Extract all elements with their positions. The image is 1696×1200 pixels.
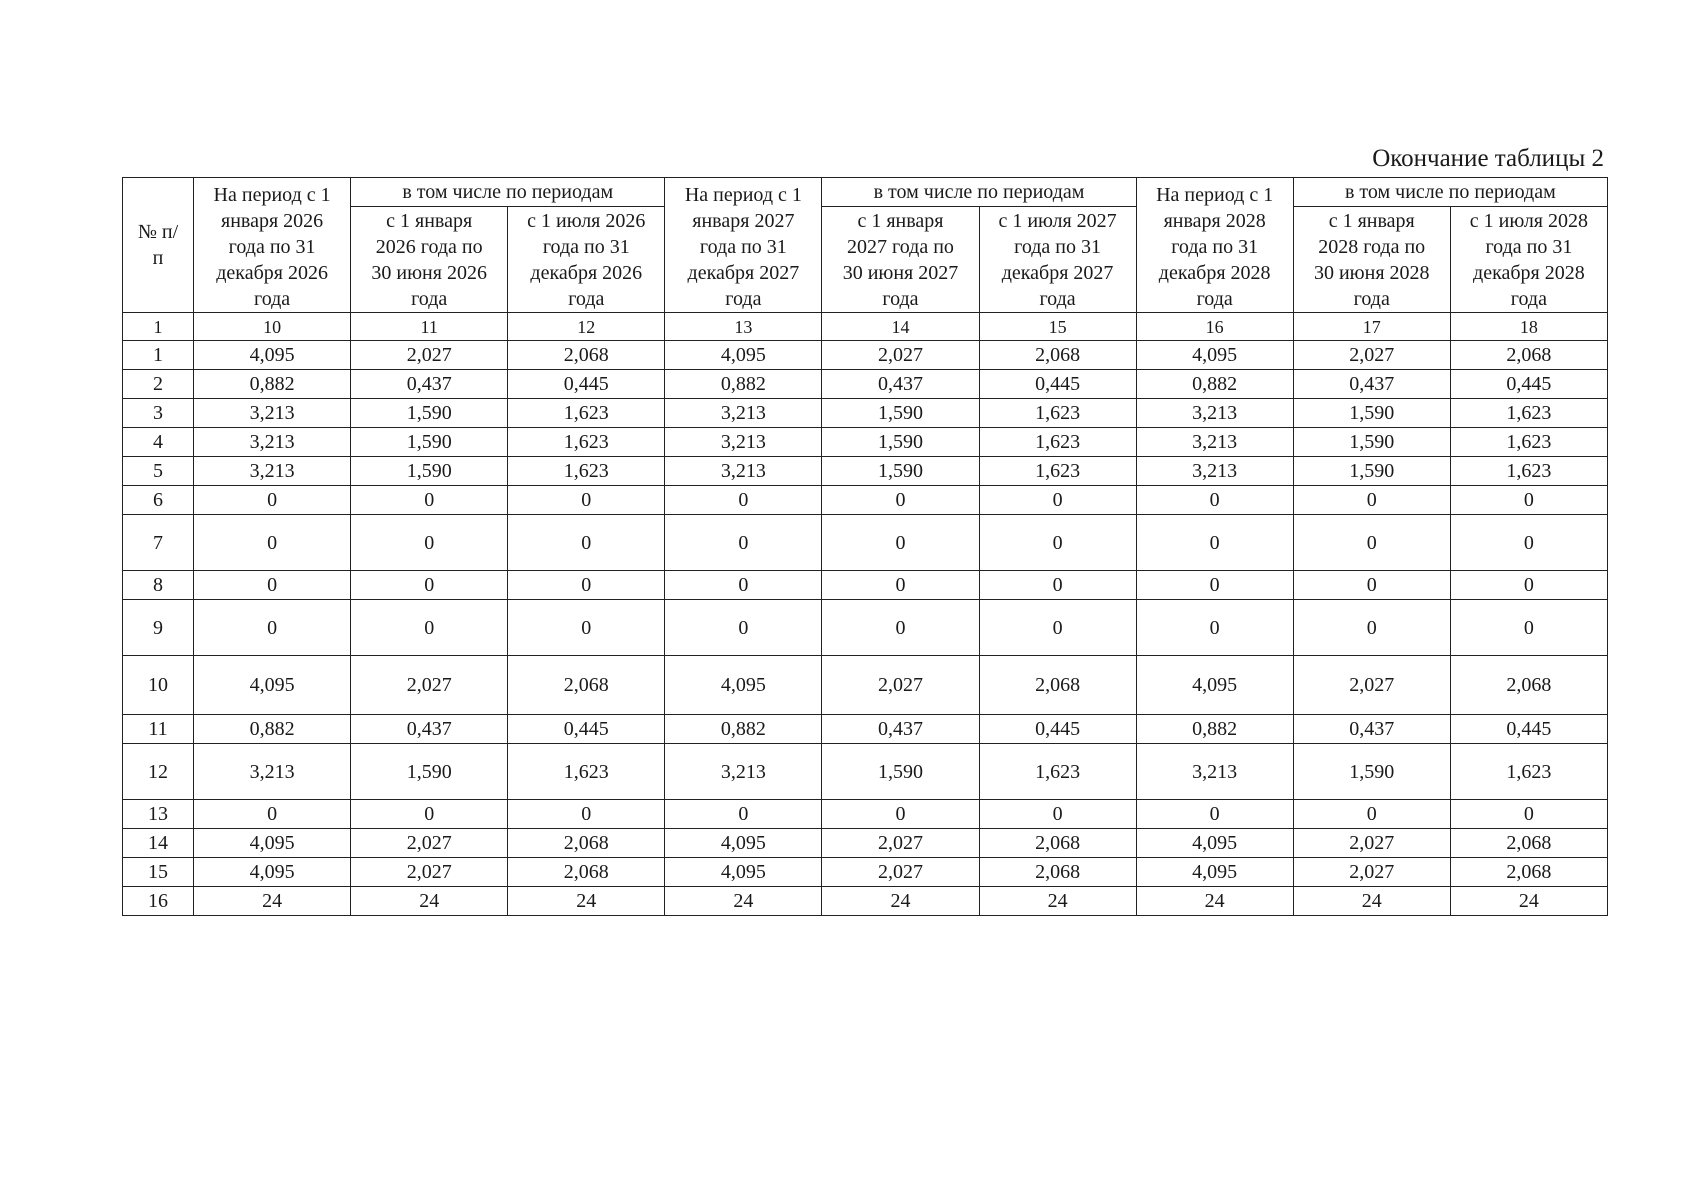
value-cell: 0 — [194, 600, 351, 656]
table-body — [123, 313, 1608, 916]
value-cell: 0 — [508, 515, 665, 571]
row-number-cell: 5 — [123, 457, 194, 486]
value-cell: 0 — [979, 486, 1136, 515]
value-cell: 24 — [979, 887, 1136, 916]
column-number: 11 — [351, 313, 508, 341]
row-number-cell: 16 — [123, 887, 194, 916]
value-cell: 1,590 — [822, 428, 979, 457]
value-cell: 1,590 — [1293, 744, 1450, 800]
value-cell: 0,445 — [979, 715, 1136, 744]
table-row — [123, 428, 1608, 457]
column-number: 16 — [1136, 313, 1293, 341]
value-cell: 2,027 — [822, 858, 979, 887]
value-cell: 2,068 — [979, 341, 1136, 370]
value-cell: 1,623 — [1450, 399, 1607, 428]
value-cell: 2,068 — [508, 656, 665, 715]
table-row — [123, 887, 1608, 916]
header-including-2028: в том числе по периодам — [1293, 178, 1607, 207]
column-number: 1 — [123, 313, 194, 341]
value-cell: 1,590 — [822, 399, 979, 428]
value-cell: 3,213 — [665, 744, 822, 800]
value-cell: 3,213 — [665, 399, 822, 428]
value-cell: 24 — [665, 887, 822, 916]
value-cell: 0 — [508, 800, 665, 829]
row-number-cell: 10 — [123, 656, 194, 715]
value-cell: 24 — [822, 887, 979, 916]
value-cell: 0,445 — [1450, 715, 1607, 744]
row-number-cell: 4 — [123, 428, 194, 457]
value-cell: 0 — [1293, 800, 1450, 829]
value-cell: 0 — [194, 571, 351, 600]
value-cell: 0 — [194, 515, 351, 571]
value-cell: 1,623 — [508, 399, 665, 428]
row-number-cell: 2 — [123, 370, 194, 399]
value-cell: 0 — [822, 800, 979, 829]
row-number-cell: 11 — [123, 715, 194, 744]
header-second-half-2026: с 1 июля 2026 года по 31 декабря 2026 года — [508, 207, 665, 313]
table-row — [123, 399, 1608, 428]
value-cell: 0 — [822, 515, 979, 571]
value-cell: 0,437 — [351, 715, 508, 744]
value-cell: 2,068 — [508, 829, 665, 858]
value-cell: 1,590 — [1293, 428, 1450, 457]
value-cell: 0 — [508, 486, 665, 515]
value-cell: 2,068 — [979, 656, 1136, 715]
value-cell: 1,623 — [979, 399, 1136, 428]
data-table-container — [122, 177, 1608, 916]
value-cell: 1,590 — [351, 744, 508, 800]
value-cell: 0,445 — [508, 370, 665, 399]
value-cell: 0 — [665, 600, 822, 656]
value-cell: 1,623 — [1450, 457, 1607, 486]
value-cell: 0 — [1136, 486, 1293, 515]
value-cell: 3,213 — [1136, 744, 1293, 800]
value-cell: 4,095 — [1136, 656, 1293, 715]
value-cell: 1,623 — [508, 428, 665, 457]
table-row — [123, 571, 1608, 600]
value-cell: 24 — [194, 887, 351, 916]
value-cell: 0,882 — [1136, 370, 1293, 399]
value-cell: 4,095 — [665, 829, 822, 858]
column-number: 13 — [665, 313, 822, 341]
value-cell: 1,623 — [979, 428, 1136, 457]
header-row-number: № п/п — [123, 178, 194, 313]
value-cell: 0 — [665, 486, 822, 515]
value-cell: 2,027 — [822, 341, 979, 370]
value-cell: 2,068 — [1450, 341, 1607, 370]
value-cell: 0,882 — [1136, 715, 1293, 744]
row-number-cell: 15 — [123, 858, 194, 887]
table-row — [123, 515, 1608, 571]
table-caption: Окончание таблицы 2 — [1372, 145, 1604, 172]
value-cell: 24 — [1450, 887, 1607, 916]
value-cell: 0 — [822, 486, 979, 515]
value-cell: 0 — [194, 486, 351, 515]
value-cell: 0,445 — [1450, 370, 1607, 399]
value-cell: 1,623 — [508, 457, 665, 486]
value-cell: 2,068 — [1450, 656, 1607, 715]
value-cell: 1,590 — [351, 457, 508, 486]
value-cell: 0 — [1450, 515, 1607, 571]
header-period-2028: На период с 1 января 2028 года по 31 декабря 2028 года — [1136, 178, 1293, 313]
row-number-cell: 1 — [123, 341, 194, 370]
row-number-cell: 3 — [123, 399, 194, 428]
table-row — [123, 486, 1608, 515]
row-number-cell: 8 — [123, 571, 194, 600]
value-cell: 1,590 — [1293, 457, 1450, 486]
header-second-half-2027: с 1 июля 2027 года по 31 декабря 2027 года — [979, 207, 1136, 313]
value-cell: 1,590 — [1293, 399, 1450, 428]
value-cell: 1,623 — [1450, 428, 1607, 457]
column-number: 15 — [979, 313, 1136, 341]
value-cell: 0,437 — [1293, 715, 1450, 744]
value-cell: 0 — [508, 571, 665, 600]
value-cell: 0 — [1450, 800, 1607, 829]
value-cell: 0,882 — [194, 715, 351, 744]
value-cell: 24 — [351, 887, 508, 916]
value-cell: 0 — [979, 515, 1136, 571]
value-cell: 0 — [822, 600, 979, 656]
value-cell: 4,095 — [194, 656, 351, 715]
value-cell: 0 — [665, 515, 822, 571]
value-cell: 0 — [979, 571, 1136, 600]
row-number-cell: 12 — [123, 744, 194, 800]
value-cell: 0,882 — [665, 370, 822, 399]
value-cell: 2,027 — [822, 656, 979, 715]
header-including-2026: в том числе по периодам — [351, 178, 665, 207]
value-cell: 0 — [665, 800, 822, 829]
value-cell: 0 — [1136, 800, 1293, 829]
value-cell: 0 — [1136, 571, 1293, 600]
value-cell: 0,437 — [822, 715, 979, 744]
table-row — [123, 370, 1608, 399]
value-cell: 4,095 — [194, 829, 351, 858]
value-cell: 3,213 — [1136, 457, 1293, 486]
value-cell: 4,095 — [1136, 829, 1293, 858]
value-cell: 0 — [1450, 486, 1607, 515]
value-cell: 4,095 — [665, 656, 822, 715]
value-cell: 0 — [1293, 600, 1450, 656]
value-cell: 2,068 — [979, 829, 1136, 858]
column-numbers-row — [123, 313, 1608, 341]
value-cell: 0 — [351, 486, 508, 515]
value-cell: 2,068 — [979, 858, 1136, 887]
column-number: 14 — [822, 313, 979, 341]
value-cell: 3,213 — [665, 457, 822, 486]
value-cell: 2,027 — [1293, 341, 1450, 370]
value-cell: 0 — [351, 800, 508, 829]
value-cell: 4,095 — [665, 858, 822, 887]
value-cell: 0 — [979, 800, 1136, 829]
row-number-cell: 7 — [123, 515, 194, 571]
value-cell: 1,623 — [979, 744, 1136, 800]
row-number-cell: 13 — [123, 800, 194, 829]
value-cell: 2,068 — [508, 341, 665, 370]
table-row — [123, 744, 1608, 800]
value-cell: 0 — [508, 600, 665, 656]
value-cell: 0 — [979, 600, 1136, 656]
value-cell: 0,882 — [194, 370, 351, 399]
table-row — [123, 715, 1608, 744]
value-cell: 4,095 — [194, 341, 351, 370]
value-cell: 0 — [822, 571, 979, 600]
value-cell: 1,623 — [979, 457, 1136, 486]
table-row — [123, 800, 1608, 829]
value-cell: 0 — [351, 515, 508, 571]
row-number-cell: 6 — [123, 486, 194, 515]
value-cell: 2,027 — [351, 656, 508, 715]
value-cell: 24 — [508, 887, 665, 916]
value-cell: 0 — [1450, 600, 1607, 656]
value-cell: 2,027 — [351, 829, 508, 858]
row-number-cell: 14 — [123, 829, 194, 858]
value-cell: 1,590 — [822, 744, 979, 800]
header-first-half-2026: с 1 января 2026 года по 30 июня 2026 года — [351, 207, 508, 313]
value-cell: 2,068 — [508, 858, 665, 887]
value-cell: 0,882 — [665, 715, 822, 744]
value-cell: 24 — [1136, 887, 1293, 916]
header-period-2027: На период с 1 января 2027 года по 31 декабря 2027 года — [665, 178, 822, 313]
value-cell: 0 — [194, 800, 351, 829]
value-cell: 0,445 — [979, 370, 1136, 399]
row-number-cell: 9 — [123, 600, 194, 656]
value-cell: 0 — [1293, 486, 1450, 515]
data-table — [122, 177, 1608, 916]
value-cell: 2,027 — [822, 829, 979, 858]
value-cell: 1,590 — [351, 428, 508, 457]
column-number: 12 — [508, 313, 665, 341]
value-cell: 3,213 — [665, 428, 822, 457]
value-cell: 0,437 — [351, 370, 508, 399]
value-cell: 0,437 — [822, 370, 979, 399]
value-cell: 3,213 — [1136, 428, 1293, 457]
value-cell: 4,095 — [1136, 341, 1293, 370]
table-row — [123, 829, 1608, 858]
header-period-2026: На период с 1 января 2026 года по 31 декабря 2026 года — [194, 178, 351, 313]
value-cell: 3,213 — [1136, 399, 1293, 428]
value-cell: 0 — [1136, 600, 1293, 656]
value-cell: 4,095 — [194, 858, 351, 887]
value-cell: 4,095 — [665, 341, 822, 370]
header-first-half-2027: с 1 января 2027 года по 30 июня 2027 года — [822, 207, 979, 313]
value-cell: 2,068 — [1450, 829, 1607, 858]
value-cell: 0,437 — [1293, 370, 1450, 399]
value-cell: 2,027 — [1293, 656, 1450, 715]
value-cell: 2,027 — [351, 858, 508, 887]
table-row — [123, 457, 1608, 486]
value-cell: 4,095 — [1136, 858, 1293, 887]
value-cell: 2,027 — [1293, 858, 1450, 887]
value-cell: 24 — [1293, 887, 1450, 916]
value-cell: 3,213 — [194, 428, 351, 457]
value-cell: 0 — [1136, 515, 1293, 571]
value-cell: 0 — [1293, 571, 1450, 600]
value-cell: 1,590 — [351, 399, 508, 428]
table-row — [123, 858, 1608, 887]
value-cell: 3,213 — [194, 744, 351, 800]
table-row — [123, 600, 1608, 656]
value-cell: 0 — [351, 571, 508, 600]
column-number: 17 — [1293, 313, 1450, 341]
value-cell: 0 — [351, 600, 508, 656]
table-row — [123, 656, 1608, 715]
header-including-2027: в том числе по периодам — [822, 178, 1136, 207]
value-cell: 2,068 — [1450, 858, 1607, 887]
column-number: 10 — [194, 313, 351, 341]
header-second-half-2028: с 1 июля 2028 года по 31 декабря 2028 года — [1450, 207, 1607, 313]
column-number: 18 — [1450, 313, 1607, 341]
value-cell: 0,445 — [508, 715, 665, 744]
value-cell: 3,213 — [194, 399, 351, 428]
table-row — [123, 341, 1608, 370]
value-cell: 2,027 — [1293, 829, 1450, 858]
value-cell: 1,590 — [822, 457, 979, 486]
value-cell: 0 — [1293, 515, 1450, 571]
value-cell: 0 — [665, 571, 822, 600]
value-cell: 0 — [1450, 571, 1607, 600]
value-cell: 1,623 — [1450, 744, 1607, 800]
value-cell: 1,623 — [508, 744, 665, 800]
header-first-half-2028: с 1 января 2028 года по 30 июня 2028 года — [1293, 207, 1450, 313]
value-cell: 3,213 — [194, 457, 351, 486]
value-cell: 2,027 — [351, 341, 508, 370]
